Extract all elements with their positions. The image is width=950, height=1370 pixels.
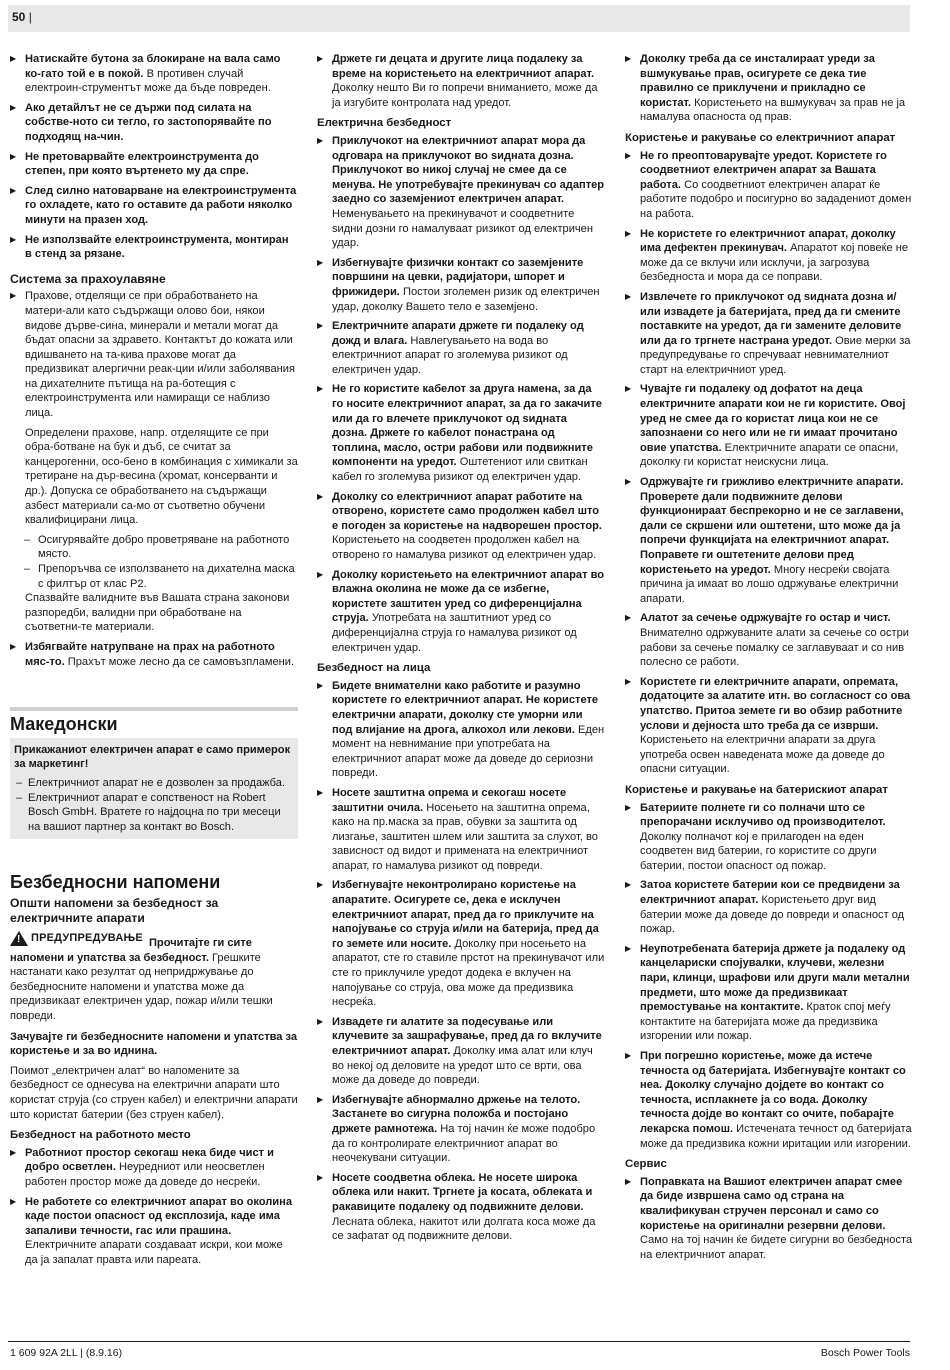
notice-item: – Електричниот апарат не е дозволен за продажба. [14, 776, 294, 791]
list-item: ▶ Бидете внимателни како работите и разумно користете го електричниот апарат. Не користете електрични апарати, доколку сте уморни или под влијание на дрога, алкохол или лекови. Еден момент на невнимание при употребата на електричниот апарат може да доведе до сериозни повреди. [317, 679, 605, 781]
list-item: ▶ Чувајте ги подалеку од дофатот на деца електричните апарати кои не ги користите. Овој уред не смее да го користат лица кои не се запознаени со него или не ги имаат прочитано овие упатства. Електричните апарати се опасни, доколку ги користат неискусни лица. [625, 382, 913, 470]
list-item: ▶ Доколку треба да се инсталираат уреди за вшмукување прав, осигурете се дека тие правилно се приклучени и прикладно се користат. Користењето на вшмукувач за прав не ја намалува опасноста од прав. [625, 52, 913, 125]
list-item: ▶ Неупотребената батерија држете ја подалеку од канцелариски спојувалки, клучеви, железни пари, клинци, шрафови или други мали метални предмети, што може да предизвикаат премостување на контактите. Краток спој меѓу контактите на батеријата може да предизвика изгорении или пожар. [625, 942, 913, 1044]
page-number: 50 | [12, 10, 32, 24]
list-item: ▶ Држете ги децата и другите лица подалеку за време на користењето на електричниот апарат. Доколку нешто Ви го попречи вниманието, може да ја изгубите контролата над уредот. [317, 52, 605, 110]
list-item: ▶ Доколку со електричниот апарат работите на отворено, користете само продолжен кабел што е погоден за користење на надворешен простор. Користењето на соодветен продолжен кабел на отворено го намалува ризикот од електричен удар. [317, 490, 605, 563]
footer-document-code: 1 609 92A 2LL | (8.9.16) [10, 1347, 123, 1359]
notice-item: – Електричниот апарат е сопственост на Robert Bosch GmbH. Вратете го најдоцна по три месеци на вашиот партнер за контакт во Bosch. [14, 791, 294, 835]
language-title: Македонски [10, 714, 118, 735]
list-item: ▶ Избягвайте натрупване на прах на работното мяс-то. Прахът може лесно да се самовъзпламени. [10, 640, 298, 669]
sub-item: – Осигурявайте добро проветряване на работното място. [10, 533, 298, 562]
list-item: ▶ Одржувајте ги грижливо електричните апарати. Проверете дали подвижните делови функционираат беспрекорно и не се заглавени, дали се скршени или оштетени, што може да ја попречи функцијата на електричниот апарат. Поправете ги оштетените делови пред користењето на уредот. Многу несреќи својата причина ја имаат во лошо одржување електрични апарати. [625, 475, 913, 606]
list-item: ▶ Натискайте бутона за блокиране на вала само ко-гато той е в покой. В противен случай електроин-струментът може да бъде повреден. [10, 52, 298, 96]
list-item: ▶ Доколку користењето на електричниот апарат во влажна околина не може да се избегне, користете заштитен уред со диференцијална струја. Употребата на заштитниот уред со диференцијална струја го намалува ризикот од електричен удар. [317, 568, 605, 656]
list-item: ▶ Не използвайте електроинструмента, монтиран в стенд за рязане. [10, 233, 298, 262]
list-item: ▶ Поправката на Вашиот електричен апарат смее да биде извршена само од страна на квалификуван стручен персонал и само со користење на оригинални резервни делови. Само на тој начин ќе бидете сигурни во безбедноста на електричниот апарат. [625, 1175, 913, 1263]
list-item: ▶ Електричните апарати држете ги подалеку од дожд и влага. Навлегувањето на вода во електричниот апарат го зголемува ризикот од електричен удар. [317, 319, 605, 377]
column-2 [317, 52, 605, 1249]
language-divider [10, 707, 298, 711]
list-item: ▶ Користете ги електричните апарати, опремата, додатоците за алатите итн. во согласност со ова упатство. Притоа земете ги во обзир работните услови и дејноста што треба да се изврши. Користењето на електрични апарати за друга употреба освен наведената може да доведе до опасни ситуации. [625, 675, 913, 777]
section-heading: Система за прахоулавяне [10, 271, 166, 286]
footer-divider [8, 1341, 910, 1342]
warning-block: ! ПРЕДУПРЕДУВАЊЕ Прочитајте ги сите напомени и упатства за безбедност. Грешките настанати како резултат од непридржување до безбедносните напомени и упатства може да предизвикаат електричен удар, пожар и/или тешки повреди. [10, 931, 298, 1024]
list-item: ▶ Носете соодветна облека. Не носете широка облека или накит. Тргнете ја косата, облеката и ракавиците подалеку од подвижните делови. Лесната облека, накитот или долгата коса може да се зафатат од подвижните делови. [317, 1171, 605, 1244]
section-heading: Општи напомени за безбедност за електричните апарати [10, 895, 219, 925]
section-heading: Користење и ракување на батерискиот апарат [625, 783, 888, 796]
warning-badge: ! ПРЕДУПРЕДУВАЊЕ [10, 931, 143, 946]
section-heading: Електрична безбедност [317, 117, 452, 130]
footer-brand: Bosch Power Tools [820, 1347, 910, 1359]
list-item: ▶ Работниот простор секогаш нека биде чист и добро осветлен. Неуредниот или неосветлен работен простор може да доведе до несреќи. [10, 1146, 298, 1190]
section-heading: Безбедност на работното место [10, 1129, 191, 1142]
list-item: ▶ Извлечете го приклучокот од ѕидната дозна и/или извадете ја батеријата, пред да ги смените поставките на уредот, да ги замените деловите или да го тргнете настрана уредот. Овие мерки за предупредување го спречуваат невнимателниот старт на електричниот уред. [625, 290, 913, 378]
column-3 [625, 52, 913, 1267]
warning-triangle-icon [10, 931, 28, 946]
list-item: ▶ Ако детайлът не се държи под силата на собстве-ното си тегло, го застопорявайте по подходящ на-чин. [10, 101, 298, 145]
list-item: ▶ Не го преоптоварувајте уредот. Користете го соодветниот електричен апарат за Вашата работа. Со соодветниот електричен апарат ќе работите подобро и посигурно во зададениот домен на работа. [625, 149, 913, 222]
list-item: ▶ Алатот за сечење одржувајте го остар и чист. Внимателно одржуваните алати за сечење со остри рабови за сечење помалку се заглавуваат и со нив полесно се работи. [625, 611, 913, 669]
list-item: ▶ Прахове, отделящи се при обработването на матери-али като съдържащи олово бои, някои видове дърве-сина, минерали и метали могат да бъдат опасни за здравето. Контактът до кожата или вдишването на та-кива прахове могат да предизвикат алергични реак-ции и/или заболявания на дихателните пътища на ра-ботещия с електроинструмента или намиращи се наблизо лица. Определени прахове, напр. отделящите се при обра-ботване на бук и дъб, се считат за канцерогенни, осо-бено в комбинация с химикали за третиране на дър-весина (хромат, консерванти и др.). Допуска се обработването на съдържащи азбест материали са-мо от съответно обучени квалифицирани лица. – Осигурявайте добро проветряване на работното място. – Препоръчва се използването на дихателна маска с филтър от клас P2. Спазвайте валидните във Вашата страна законови разпоредби, валидни при обработване на съответни-те материали. [10, 289, 298, 635]
list-item: ▶ Не користете го електричниот апарат, доколку има дефектен прекинувач. Апаратот кој повеќе не може да се вклучи или исклучи, ја загрозува безбедноста и мора да се поправи. [625, 227, 913, 285]
section-heading: Безбедност на лица [317, 662, 431, 675]
list-item: ▶ След силно натоварване на електроинструмента го охладете, като го оставите да работи няколко минути на празен ход. [10, 184, 298, 228]
list-item: ▶ Носете заштитна опрема и секогаш носете заштитни очила. Носењето на заштитна опрема, како на пр.маска за прав, обувки за заштита од лизгање, заштитен шлем или заштита за слухот, во зависност од видот и примената на електричниот апарат, го намалува ризикот од повреди. [317, 786, 605, 874]
section-heading: Сервис [625, 1158, 667, 1171]
list-item: ▶ Избегнувајте неконтролирано користење на апаратите. Осигурете се, дека е исклучен електричниот апарат, пред да го приклучите на напојување со струја и/или на батерија, пред да го земете или носите. Доколку при носењето на апаратот, сте го ставиле прстот на прекинувачот или сте го приклучиле уредот додека е вклучен на напојување со струја, ова може да предизвика несреќа. [317, 878, 605, 1009]
list-item: ▶ При погрешно користење, може да истече течноста од батеријата. Избегнувајте контакт со неа. Доколку случајно дојдете во контакт со течноста, исплакнете ја со вода. Доколку течноста дојде во контакт со очите, побарајте лекарска помош. Истечената течност од батеријата може да предизвика кожни иритации или изгорении. [625, 1049, 913, 1151]
list-item: ▶ Не работете со електричниот апарат во околина каде постои опасност од експлозија, каде има запаливи течности, гас или прашина. Електричните апарати создаваат искри, кои може да ја запалат правта или пареата. [10, 1195, 298, 1268]
list-item: ▶ Избегнувајте абнормално држење на телото. Застанете во сигурна положба и постојано држете рамнотежа. На тој начин ќе може подобро да го контролирате електричниот апарат во неочекувани ситуации. [317, 1093, 605, 1166]
safety-title: Безбедносни напомени [10, 872, 221, 893]
list-item: ▶ Не претоварвайте електроинструмента до степен, при която въртенето му да спре. [10, 150, 298, 179]
list-item: ▶ Избегнувајте физички контакт со заземјените површини на цевки, радијатори, шпорет и фрижидери. Постои зголемен ризик од електричен удар, доколку Вашето тело е заземјено. [317, 256, 605, 314]
section-heading: Користење и ракување со електричниот апарат [625, 131, 896, 144]
notice-box: Прикажаниот електричен апарат е само примерок за маркетинг! – Електричниот апарат не е дозволен за продажба. – Електричниот апарат е сопственост на Robert Bosch GmbH. Вратете го најдоцна по три месеци на вашиот партнер за контакт во Bosch. [10, 738, 298, 840]
list-item: ▶ Батериите полнете ги со полначи што се препорачани исклучиво од производителот. Доколку полначот кој е прилагоден на еден соодветен вид батерии, го користите со други батерии, постои опасност од пожар. [625, 801, 913, 874]
list-item: ▶ Затоа користете батерии кои се предвидени за електричниот апарат. Користењето друг вид батерии може да доведе до повреди и опасност од пожар. [625, 878, 913, 936]
sub-item: – Препоръчва се използването на дихателна маска с филтър от клас P2. [10, 562, 298, 591]
list-item: ▶ Не го користите кабелот за друга намена, за да го носите електричниот апарат, за да го закачите или да го влечете приклучокот од ѕидната дозна. Држете го кабелот понастрана од топлина, масло, остри рабови или подвижните компоненти на уредот. Оштетениот или свиткан кабел го зголемува ризикот од електричен удар. [317, 382, 605, 484]
header-bar [8, 5, 910, 32]
list-item: ▶ Приклучокот на електричниот апарат мора да одговара на приклучокот во ѕидната дозна. Приклучокот во никој случај не смее да се менува. Не употребувајте прекинувач со адаптер заедно со заземјениот електричен апарат. Неменувањето на прекинувачот и соодветните ѕидни дозни го намалуваат ризикот од електричен удар. [317, 134, 605, 251]
column-1: ▶ Натискайте бутона за блокиране на вала само ко-гато той е в покой. В противен случай електроин-струментът може да бъде повреден. ▶ Ако детайлът не се държи под силата на собстве-ното си тегло, го застопорявайте по подходящ на-чин. ▶ Не претоварвайте електроинструмента до степен, при която въртенето му да спре. ▶ След силно натоварване на електроинструмента го охладете, като го оставите да работи няколко минути на празен ход. ▶ Не използвайте електроинструмента, монтиран в стенд за рязане. Система за прахоулавяне ▶ Прахове, отделящи се при обработването на матери-али като съдържащи олово бои, някои видове дърве-сина, минерали и метали могат да бъдат опасни за здравето. Контактът до кожата или вдишването на та-кива прахове могат да предизвикат алергични реак-ции и/или заболявания на дихателните пътища на ра-ботещия с електроинструмента или намиращи се наблизо лица. Определени прахове, напр. отделящите се при обра-ботване на бук и дъб, се считат за канцерогенни, осо-бено в комбинация с химикали за третиране на дър-весина (хромат, консерванти и др.). Допуска се обработването на съдържащи азбест материали са-мо от съответно обучени квалифицирани лица. – Осигурявайте добро проветряване на работното място. – Препоръчва се използването на дихателна маска с филтър от клас P2. Спазвайте валидните във Вашата страна законови разпоредби, валидни при обработване на съответни-те материали. ▶ Избягвайте натрупване на прах на работното мяс-то. Прахът може лесно да се самовъзпламени. Македонски Прикажаниот електричен апарат е само примерок за маркетинг! – Електричниот апарат не е дозволен за продажба. – Електричниот апарат е сопственост на Robert Bosch GmbH. Вратете го најдоцна по три месеци на вашиот партнер за контакт во Bosch. Безбедносни напомени Општи напомени за безбедност за електричните апарати ! ПРЕДУПРЕДУВАЊЕ Прочитајте ги сите напомени и упатства за безбедност. Грешките настанати како резултат од непридржување до безбедносните напомени и упатства може да предизвикаат електричен удар, пожар и/или тешки повреди. Зачувајте ги безбедносните напомени и упатства за користење и за во иднина. Поимот „електричен алат“ во напомените за безбедност се однесува на електрични апарати што користат струја (со струен кабел) и електрични апарати што користат батерии (без струен кабел). Безбедност на работното место ▶ Работниот простор секогаш нека биде чист и добро осветлен. Неуредниот или неосветлен работен простор може да доведе до несреќи. ▶ Не работете со електричниот апарат во околина каде постои опасност од експлозија, каде има запаливи течности, гас или прашина. Електричните апарати создаваат искри, кои може да ја запалат правта или пареата. [10, 52, 298, 1273]
list-item: ▶ Извадете ги алатите за подесување или клучевите за зашрафување, пред да го вклучите електричниот апарат. Доколку има алат или клуч во некој од деловите на уредот што се врти, ова може да доведе до повреди. [317, 1015, 605, 1088]
